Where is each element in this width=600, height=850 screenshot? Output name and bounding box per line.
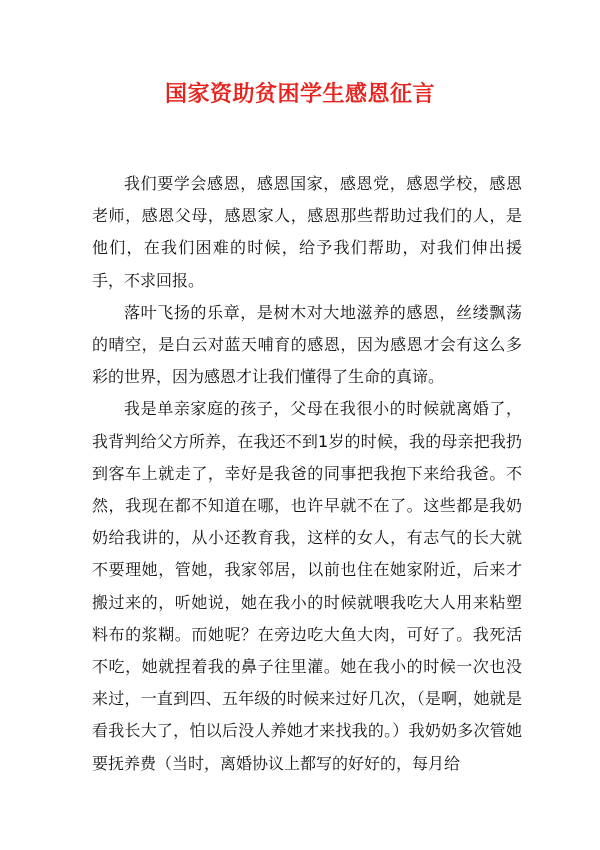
paragraph-personal-story: 我是单亲家庭的孩子，父母在我很小的时候就离婚了，我背判给父方所养，在我还不到1岁的时候，我的母亲把我扔到客车上就走了，幸好是我爸的同事把我抱下来给我爸。不然，我现在都不知道在哪，也许早就不在了。这些都是我奶奶给我讲的，从小还教育我，这样的女人，有志气的长大就不要理她，管她，我家邻居，以前也住在她家附近，后来才搬过来的，听她说，她在我小的时候就喂我吃大人用来粘塑料布的浆糊。而她呢？在旁边吃大鱼大肉，可好了。我死活不吃，她就捏着我的鼻子往里灌。她在我小的时候一次也没来过，一直到四、五年级的时候来过好几次，（是啊，她就是看我长大了，怕以后没人养她才来找我的。）我奶奶多次管她要抚养费（当时，离婚协议上都写的好好的，每月给 — [92, 399, 522, 773]
paragraph-gratitude-list: 我们要学会感恩，感恩国家，感恩党，感恩学校，感恩老师，感恩父母，感恩家人，感恩那些帮助过我们的人，是他们，在我们困难的时候，给予我们帮助，对我们伸出援手，不求回报。 — [92, 174, 522, 290]
document-body — [92, 168, 522, 780]
paragraph-nature-metaphor: 落叶飞扬的乐章，是树木对大地滋养的感恩，丝缕飘荡的晴空，是白云对蓝天哺育的感恩，因为感恩才会有这么多彩的世界，因为感恩才让我们懂得了生命的真谛。 — [92, 302, 522, 387]
document-title: 国家资助贫困学生感恩征言 — [164, 81, 435, 107]
